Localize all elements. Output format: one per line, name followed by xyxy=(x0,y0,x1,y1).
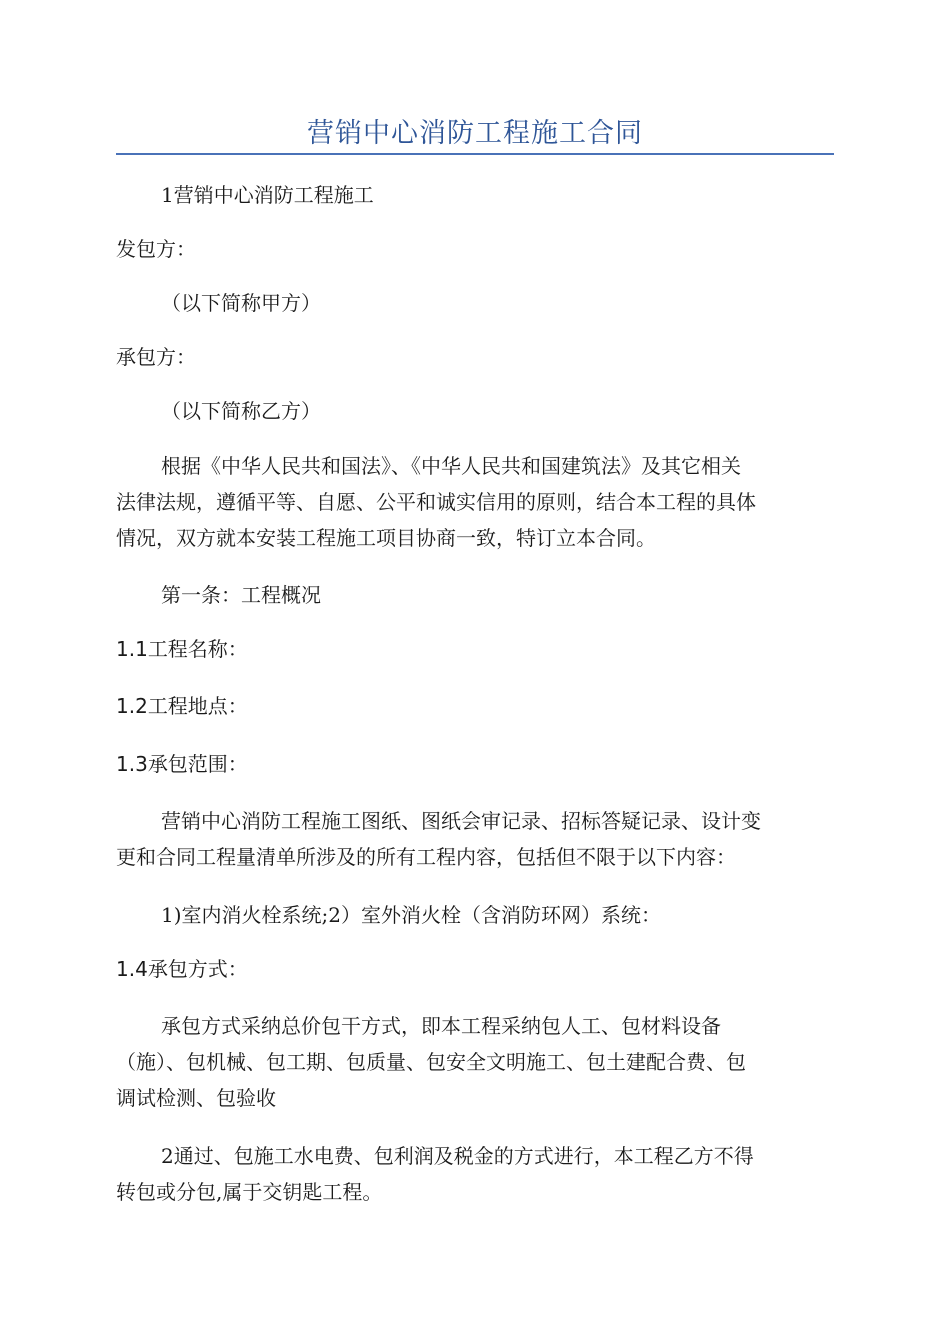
paragraph-employer-alias: （以下简称甲方） xyxy=(161,291,321,315)
text-line: 营销中心消防工程施工图纸、图纸会审记录、招标答疑记录、设计变 xyxy=(161,809,761,833)
text-line: 更和合同工程量清单所涉及的所有工程内容，包括但不限于以下内容： xyxy=(116,845,736,869)
clause-text: 工程地点： xyxy=(147,694,248,718)
text-line: 调试检测、包验收 xyxy=(116,1086,276,1110)
paragraph-contract-mode xyxy=(116,1008,834,1116)
paragraph-contractor: 承包方： xyxy=(116,345,196,369)
paragraph-legal-basis xyxy=(116,448,834,556)
clause-number: 1.2 xyxy=(116,694,148,718)
paragraph-employer: 发包方： xyxy=(116,237,196,261)
title-underline xyxy=(116,153,834,155)
text-line: （施）、包机械、包工期、包质量、包安全文明施工、包土建配合费、包 xyxy=(116,1050,746,1074)
clause-number: 1.3 xyxy=(116,752,148,776)
clause-1-2 xyxy=(116,688,834,724)
paragraph-turnkey xyxy=(116,1138,834,1210)
document-title: 营销中心消防工程施工合同 xyxy=(307,118,643,149)
text-line: 承包方式采纳总价包干方式，即本工程采纳包人工、包材料设备 xyxy=(161,1014,721,1038)
clause-1-4 xyxy=(116,951,834,987)
text-line: 法律法规，遵循平等、自愿、公平和诚实信用的原则，结合本工程的具体 xyxy=(116,490,756,514)
text-line: 转包或分包,属于交钥匙工程。 xyxy=(116,1180,383,1204)
clause-text: 工程名称： xyxy=(147,637,248,661)
clause-number: 1.1 xyxy=(116,637,148,661)
paragraph-scope xyxy=(116,803,834,875)
paragraph-systems: 1)室内消火栓系统;2）室外消火栓（含消防环网）系统： xyxy=(161,903,661,927)
clause-text: 承包方式： xyxy=(147,957,248,981)
text-line: 2通过、包施工水电费、包利润及税金的方式进行，本工程乙方不得 xyxy=(161,1144,754,1168)
clause-number: 1.4 xyxy=(116,957,148,981)
clause-1-1 xyxy=(116,631,834,667)
text-line: 情况，双方就本安装工程施工项目协商一致，特订立本合同。 xyxy=(116,526,656,550)
paragraph-contractor-alias: （以下简称乙方） xyxy=(161,399,321,423)
article-heading: 第一条：工程概况 xyxy=(161,583,321,607)
text-line: 根据《中华人民共和国法》、《中华人民共和国建筑法》及其它相关 xyxy=(161,454,741,478)
clause-text: 承包范围： xyxy=(147,752,248,776)
paragraph-project-name: 1营销中心消防工程施工 xyxy=(161,183,374,207)
clause-1-3 xyxy=(116,746,834,782)
